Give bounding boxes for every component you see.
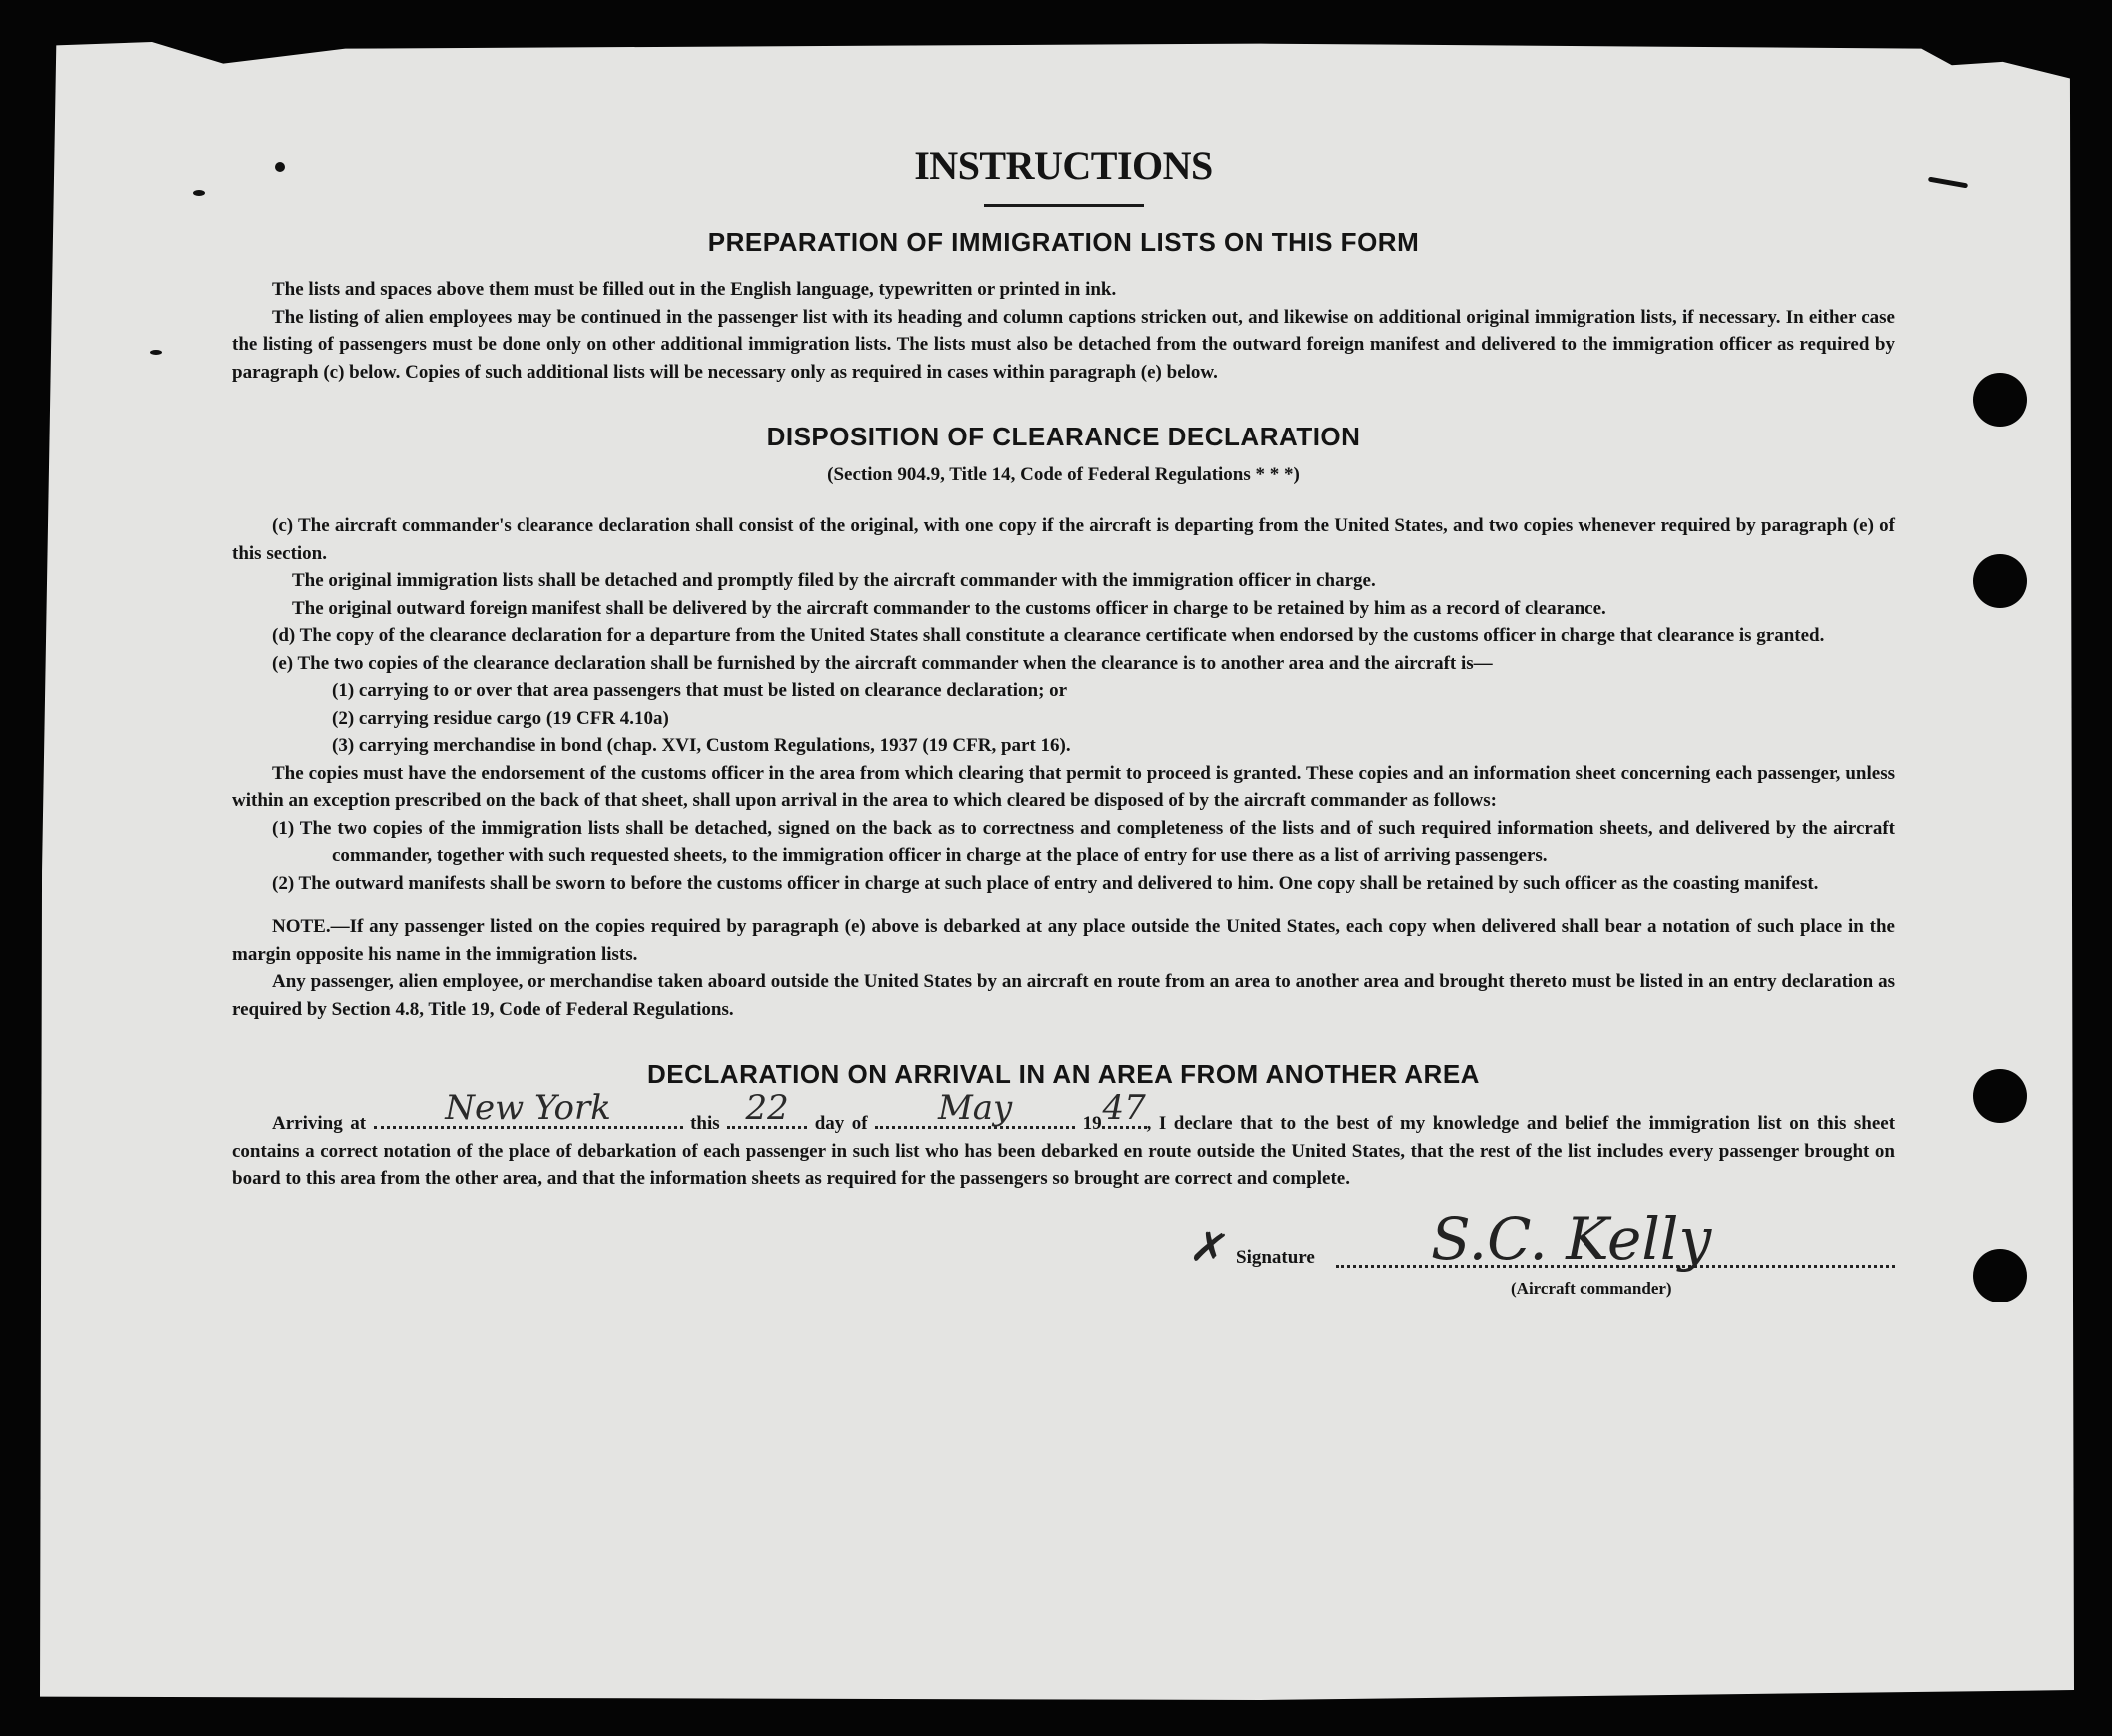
check-mark: ✗: [1186, 1219, 1233, 1277]
punch-hole: [1973, 1069, 2027, 1123]
punch-hole: [1973, 1249, 2027, 1302]
this-label: this: [690, 1113, 720, 1134]
speck: [193, 190, 205, 196]
this-value: 22: [745, 1087, 789, 1128]
list-item: (1) The two copies of the immigration lists shall be detached, signed on the back as to correctness and completeness of the lists and of such required information sheets, and delivered by the aircraft commander, together with such requested sheets, to the immigration officer in charge at the place of entry for use there as a list of arriving passengers.: [272, 817, 1895, 866]
speck: [150, 350, 162, 355]
day-label: day of: [814, 1113, 868, 1134]
arriving-label: Arriving at: [272, 1113, 367, 1134]
signature-value: S.C. Kelly: [1431, 1204, 1712, 1273]
declaration-text: , I declare that to the best of my knowledge and belief the immigration list on this sheet contains a correct notation of the place of debarkation of each passenger in such list who has been debarked en route outside the United States, that the rest of the list includes every passenger brought on board to this area from the other area, and that the information sheets as required for the passengers so brought are correct and complete.: [232, 1113, 1896, 1189]
day-value: May: [937, 1087, 1013, 1128]
paragraph-c1: The original immigration lists shall be detached and promptly filed by the aircraft commander with the immigration officer in charge.: [292, 570, 1376, 591]
year-label: 19: [1082, 1113, 1102, 1134]
list-item: (2) The outward manifests shall be sworn to before the customs officer in charge at such place of entry and delivered to him. One copy shall be retained by such officer as the coasting manifest.: [272, 872, 1819, 894]
paragraph-c2: The original outward foreign manifest shall be delivered by the aircraft commander to the customs officer in charge to be retained by him as a record of clearance.: [292, 597, 1606, 619]
spacer: [232, 1023, 1895, 1039]
signature-caption: (Aircraft commander): [1511, 1278, 1672, 1298]
section-heading-declaration: DECLARATION ON ARRIVAL IN AN AREA FROM ANOTHER AREA: [647, 1059, 1480, 1089]
arriving-value: New York: [445, 1087, 611, 1128]
paragraph-e: (e) The two copies of the clearance declaration shall be furnished by the aircraft commander when the clearance is to another area and the aircraft is—: [272, 652, 1493, 674]
paragraph: The listing of alien employees may be continued in the passenger list with its heading and column captions stricken out, and likewise on additional original immigration lists, if necessary. In either case the listing of passengers must be done only on other additional immigration lists. The lists must also be detached from the outward foreign manifest and delivered to the immigration officer as required by paragraph (c) below. Copies of such additional lists will be necessary only as required in cases within paragraph (e) below.: [232, 306, 1895, 383]
spacer: [232, 386, 1895, 402]
paragraph-c: (c) The aircraft commander's clearance declaration shall consist of the original, with one copy if the aircraft is departing from the United States, and two copies whenever required by paragraph (e) of this section.: [232, 515, 1895, 564]
paragraph: The lists and spaces above them must be filled out in the English language, typewritten or printed in ink.: [272, 279, 1117, 300]
section-subheading: (Section 904.9, Title 14, Code of Federal Regulations * * *): [827, 464, 1300, 485]
section-heading-disposition: DISPOSITION OF CLEARANCE DECLARATION: [766, 422, 1361, 451]
paragraph-note: NOTE.—If any passenger listed on the copies required by paragraph (e) above is debarked at any place outside the United States, each copy when delivered shall bear a notation of such place in the margin opposite his name in the immigration lists.: [232, 916, 1895, 965]
punch-hole: [1973, 373, 2027, 427]
list-item: (2) carrying residue cargo (19 CFR 4.10a): [332, 707, 669, 729]
year-field[interactable]: [1102, 1087, 1147, 1129]
paragraph-any: Any passenger, alien employee, or merchandise taken aboard outside the United States by an aircraft en route from an area to another area and brought thereto must be listed in an entry declaration as required by Section 4.8, Title 19, Code of Federal Regulations.: [232, 971, 1895, 1020]
punch-hole: [1973, 554, 2027, 608]
title-rule: [984, 204, 1144, 207]
spacer: [232, 897, 1895, 913]
instructions-content: [232, 130, 1895, 1312]
year-value: 47: [1102, 1087, 1146, 1128]
signature-row: [232, 1204, 1895, 1312]
paragraph-d: (d) The copy of the clearance declaration for a departure from the United States shall constitute a clearance certificate when endorsed by the customs officer in charge that clearance is granted.: [272, 625, 1825, 646]
declaration-paragraph: [232, 1087, 1896, 1193]
list-item: (1) carrying to or over that area passengers that must be listed on clearance declaration; or: [332, 680, 1068, 701]
section-heading-preparation: PREPARATION OF IMMIGRATION LISTS ON THIS FORM: [707, 227, 1420, 257]
page-title: INSTRUCTIONS: [914, 143, 1213, 188]
paragraph-copies: The copies must have the endorsement of the customs officer in the area from which clearing that permit to proceed is granted. These copies and an information sheet concerning each passenger, unless within an exception prescribed on the back of that sheet, shall upon arrival in the area to which cleared be disposed of by the aircraft commander as follows:: [232, 762, 1895, 811]
day-field[interactable]: [727, 1087, 807, 1129]
list-item: (3) carrying merchandise in bond (chap. XVI, Custom Regulations, 1937 (19 CFR, part 16).: [332, 735, 1071, 756]
signature-label: Signature: [1236, 1246, 1315, 1268]
month-field[interactable]: [875, 1087, 1075, 1129]
arriving-field[interactable]: [374, 1087, 683, 1129]
